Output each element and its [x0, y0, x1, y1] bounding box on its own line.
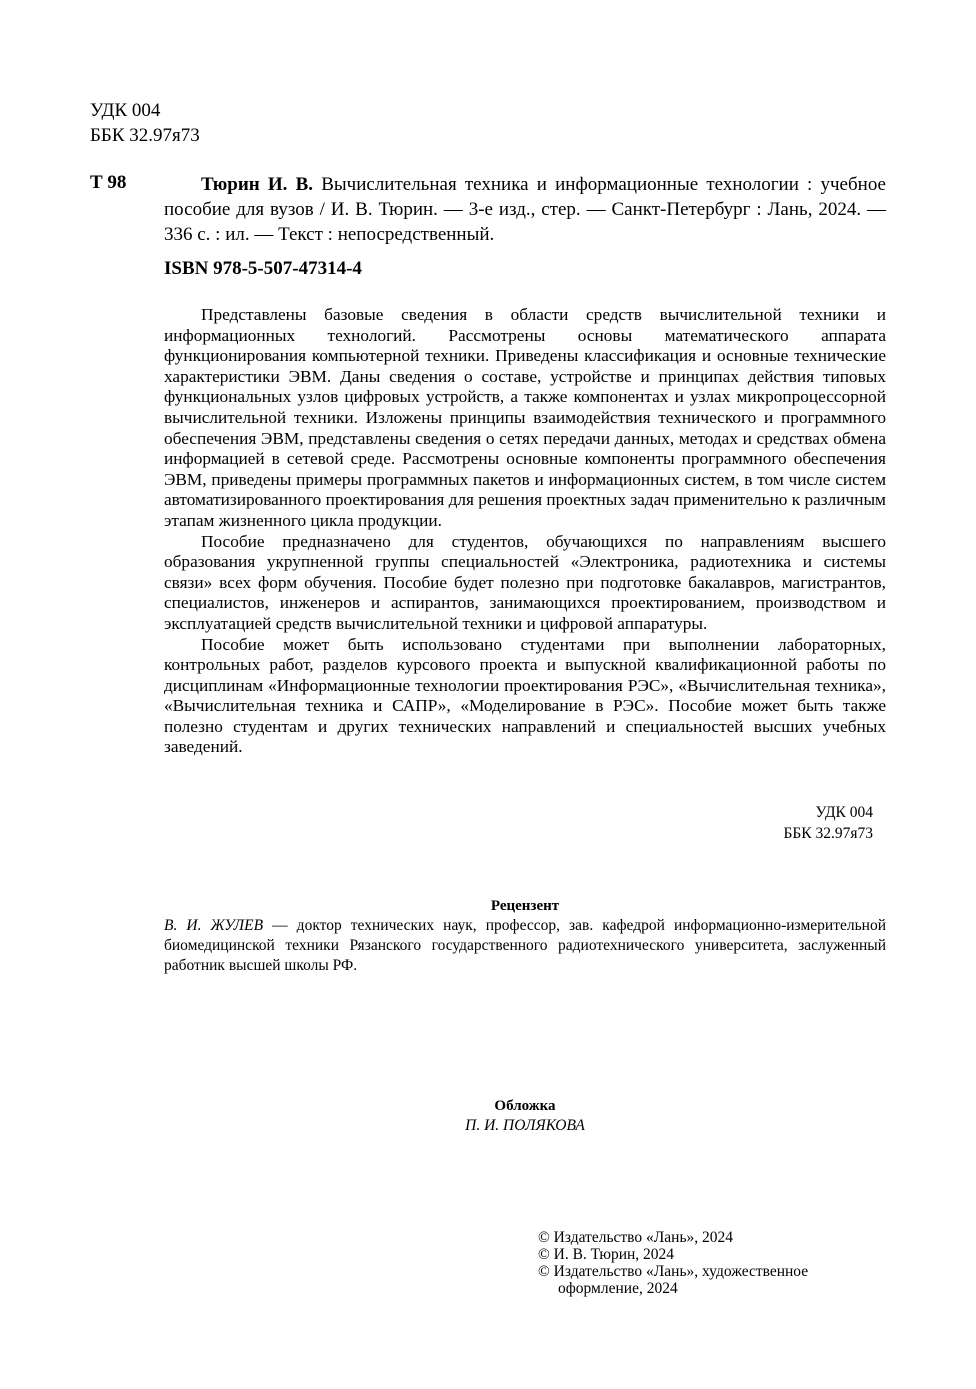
udk-code: УДК 004 — [90, 100, 161, 121]
copyright-block — [538, 1229, 808, 1297]
top-classification-codes — [90, 98, 200, 148]
udk-code-right: УДК 004 — [815, 804, 873, 821]
isbn: ISBN 978-5-507-47314-4 — [164, 258, 362, 279]
copyright-line: © Издательство «Лань», 2024 — [538, 1229, 734, 1246]
copyright-line: © Издательство «Лань», художественное — [538, 1263, 809, 1280]
abstract-paragraph: Представлены базовые сведения в области средств вычислительной техники и информационных технологий. Рассмотрены основы математического аппарата функционирования компьютерной техники. Приведены классификация и основные технические характеристики ЭВМ. Даны сведения о составе, устройстве и принципах действия типовых функциональных узлов цифровых устройств, а также компонентах и узлах микропроцессорной вычислительной техники. Изложены принципы взаимодействия технического и программного обеспечения ЭВМ, представлены сведения о сетях передачи данных, методах и средствах обмена информацией в сетевой среде. Рассмотрены основные компоненты программного обеспечения ЭВМ, приведены примеры программных пакетов и информационных систем, в том числе систем автоматизированного проектирования для решения проектных задач применительно к различным этапам жизненного цикла продукции. — [164, 305, 886, 530]
copyright-line: © И. В. Тюрин, 2024 — [538, 1246, 675, 1263]
cover-heading: Обложка — [494, 1098, 556, 1114]
reviewer-description: — доктор технических наук, профессор, зав. кафедрой информационно-измерительной биомедицинской техники Рязанского государственного радиотехнического университета, заслуженный работник высшей школы РФ. — [164, 917, 886, 974]
reviewer-heading: Рецензент — [490, 898, 560, 914]
bibliographic-description: Вычислительная техника и информационные технологии : учебное пособие для вузов / И. В. Тюрин. — 3-е изд., стер. — Санкт-Петербург : Лань, 2024. — 336 с. : ил. — Текст : непосредственный. — [164, 174, 886, 245]
copyright-line: оформление, 2024 — [558, 1280, 678, 1297]
author-name: Тюрин И. В. — [201, 174, 314, 195]
author-mark: Т 98 — [90, 172, 127, 193]
reviewer-info — [164, 916, 886, 976]
right-classification-codes — [730, 802, 873, 844]
bibliographic-record — [164, 172, 886, 247]
bbk-code: ББК 32.97я73 — [90, 125, 200, 146]
abstract-paragraph: Пособие может быть использовано студентами при выполнении лабораторных, контрольных работ, разделов курсового проекта и выпускной квалификационной работы по дисциплинам «Информационные технологии проектирования РЭС», «Вычислительная техника», «Вычислительная техника и САПР», «Моделирование в РЭС». Пособие может быть также полезно студентам и других технических направлений и специальностей высших учебных заведений. — [164, 634, 886, 757]
reviewer-name: В. И. ЖУЛЕВ — [164, 917, 264, 934]
cover-designer-name: П. И. ПОЛЯКОВА — [465, 1117, 585, 1134]
bbk-code-right: ББК 32.97я73 — [783, 825, 873, 842]
abstract-paragraph: Пособие предназначено для студентов, обучающихся по направлениям высшего образования укрупненной группы специальностей «Электроника, радиотехника и системы связи» всех форм обучения. Пособие будет полезно при подготовке бакалавров, магистрантов, специалистов, инженеров и аспирантов, занимающихся проектированием, производством и эксплуатацией средств вычислительной техники и цифровой аппаратуры. — [164, 531, 886, 633]
abstract — [164, 305, 886, 758]
